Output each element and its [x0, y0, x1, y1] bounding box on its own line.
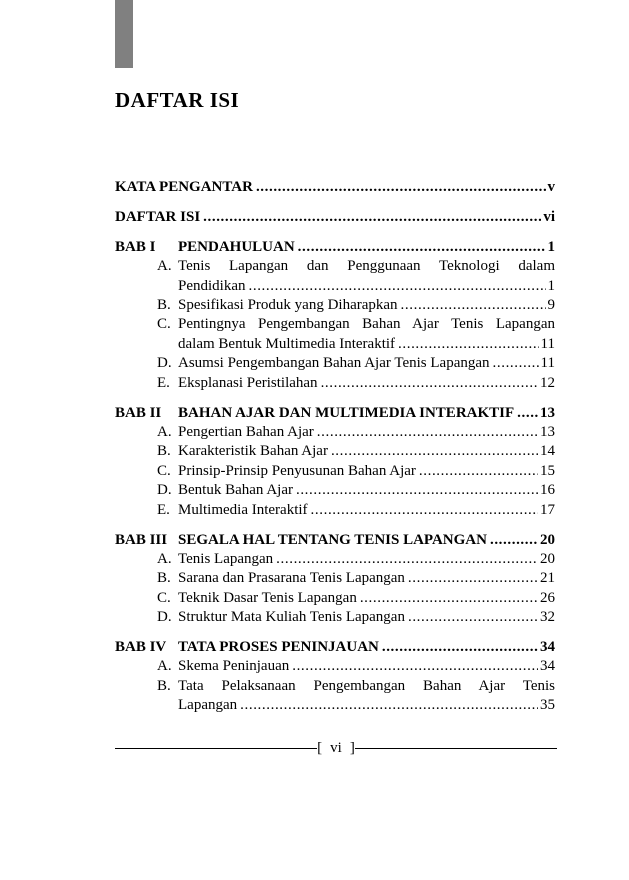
page-number: 26 — [540, 589, 555, 606]
footer-right-bracket: ] — [349, 740, 355, 756]
sub-entry-title: Lapangan — [178, 697, 238, 714]
page-number: 20 — [540, 531, 555, 548]
toc-front-entry — [115, 208, 555, 227]
dot-leader — [405, 608, 538, 627]
page-corner-bar — [115, 0, 133, 68]
sub-entry-letter: D. — [157, 482, 172, 499]
dot-leader — [398, 296, 546, 315]
sub-entry-body — [178, 374, 555, 393]
page-number: 13 — [540, 423, 555, 440]
toc-chapter-entry — [115, 531, 555, 550]
page-number: 34 — [540, 639, 555, 656]
page-number: vi — [543, 208, 555, 225]
footer-rule-left — [115, 748, 317, 749]
sub-entry-title: Bentuk Bahan Ajar — [178, 482, 293, 499]
page-number: 34 — [540, 658, 555, 675]
toc-sub-entry — [115, 442, 555, 461]
sub-entry-last-line — [178, 589, 555, 608]
sub-entry-wrapped-line: Tata Pelaksanaan Pengembangan Bahan Ajar Tenis — [178, 677, 555, 694]
sub-entry-letter: C. — [157, 589, 171, 606]
dot-leader — [314, 423, 538, 442]
sub-entry-letter: D. — [157, 355, 172, 372]
sub-entry-body — [178, 315, 555, 354]
dot-leader — [490, 354, 539, 373]
sub-entry-letter: C. — [157, 462, 171, 479]
sub-entry-title: Karakteristik Bahan Ajar — [178, 443, 328, 460]
page-number: 15 — [540, 462, 555, 479]
sub-entry-letter: A. — [157, 550, 172, 567]
chapter-number-label: BAB I — [115, 238, 156, 255]
sub-entry-body — [178, 462, 555, 481]
page-number: v — [547, 179, 555, 195]
dot-leader — [379, 638, 538, 657]
page-title: DAFTAR ISI — [115, 88, 240, 112]
sub-entry-letter: C. — [157, 316, 171, 333]
dot-leader — [357, 589, 538, 608]
page-footer — [115, 738, 557, 758]
sub-entry-last-line — [178, 335, 555, 354]
toc-sub-entry — [115, 550, 555, 569]
sub-entry-body — [178, 608, 555, 627]
toc-sub-entry — [115, 481, 555, 500]
sub-entry-body — [178, 550, 555, 569]
sub-entry-wrapped-line: Tenis Lapangan dan Penggunaan Teknologi dalam — [178, 258, 555, 275]
sub-entry-body — [178, 257, 555, 296]
page-number: 1 — [547, 238, 555, 255]
sub-entry-last-line — [178, 608, 555, 627]
page-number: 14 — [540, 443, 555, 460]
dot-leader — [289, 657, 538, 676]
sub-entry-body — [178, 569, 555, 588]
dot-leader — [273, 550, 538, 569]
sub-entry-body — [178, 677, 555, 716]
page-number: 1 — [547, 277, 555, 294]
chapter-number-label: BAB II — [115, 404, 162, 421]
toc-sub-entry — [115, 589, 555, 608]
page-number: 16 — [540, 482, 555, 499]
toc-sub-entry — [115, 608, 555, 627]
sub-entry-letter: A. — [157, 258, 172, 275]
dot-leader — [514, 404, 538, 423]
toc-sub-entry — [115, 423, 555, 442]
toc-sub-entry — [115, 315, 555, 354]
sub-entry-title: Struktur Mata Kuliah Tenis Lapangan — [178, 609, 405, 626]
page-number: 20 — [540, 550, 555, 567]
sub-entry-letter: B. — [157, 443, 171, 460]
dot-leader — [200, 208, 541, 227]
sub-entry-last-line — [178, 696, 555, 715]
page-number: 32 — [540, 609, 555, 626]
toc-sub-entry — [115, 657, 555, 676]
dot-leader — [237, 696, 538, 715]
sub-entry-last-line — [178, 481, 555, 500]
chapter-number-label: BAB III — [115, 531, 168, 548]
sub-entry-title: dalam Bentuk Multimedia Interaktif — [178, 335, 396, 352]
page-number: 13 — [540, 404, 555, 421]
sub-entry-title: Sarana dan Prasarana Tenis Lapangan — [178, 570, 405, 587]
sub-entry-wrapped-line: Pentingnya Pengembangan Bahan Ajar Tenis Lapangan — [178, 316, 555, 333]
dot-leader — [293, 481, 538, 500]
sub-entry-body — [178, 296, 555, 315]
sub-entry-last-line — [178, 657, 555, 676]
footer-rule-right — [355, 748, 557, 749]
dot-leader — [318, 374, 538, 393]
page-number: 17 — [540, 501, 555, 518]
sub-entry-last-line — [178, 374, 555, 393]
sub-entry-letter: B. — [157, 570, 171, 587]
toc-sub-entry — [115, 677, 555, 716]
sub-entry-letter: A. — [157, 658, 172, 675]
sub-entry-letter: B. — [157, 297, 171, 314]
dot-leader — [395, 335, 539, 354]
toc-chapter-entry — [115, 404, 555, 423]
chapter-title: PENDAHULUAN — [178, 238, 295, 255]
dot-leader — [295, 238, 546, 257]
sub-entry-letter: A. — [157, 423, 172, 440]
sub-entry-body — [178, 354, 555, 373]
sub-entry-title: Prinsip-Prinsip Penyusunan Bahan Ajar — [178, 462, 416, 479]
sub-entry-last-line — [178, 277, 555, 296]
sub-entry-title: Asumsi Pengembangan Bahan Ajar Tenis Lapangan — [178, 355, 490, 372]
sub-entry-title: Pendidikan — [178, 277, 246, 294]
sub-entry-body — [178, 442, 555, 461]
dot-leader — [487, 531, 538, 550]
toc-sub-entry — [115, 501, 555, 520]
sub-entry-title: Spesifikasi Produk yang Diharapkan — [178, 297, 398, 314]
sub-entry-last-line — [178, 550, 555, 569]
toc-chapter-entry — [115, 238, 555, 257]
sub-entry-body — [178, 481, 555, 500]
sub-entry-last-line — [178, 569, 555, 588]
sub-entry-title: Pengertian Bahan Ajar — [178, 423, 314, 440]
chapter-title: BAHAN AJAR DAN MULTIMEDIA INTERAKTIF — [178, 404, 515, 421]
toc-sub-entry — [115, 296, 555, 315]
sub-entry-title: Teknik Dasar Tenis Lapangan — [178, 589, 357, 606]
sub-entry-letter: E. — [157, 501, 170, 518]
sub-entry-last-line — [178, 423, 555, 442]
sub-entry-last-line — [178, 296, 555, 315]
footer-left-bracket: [ — [317, 740, 323, 756]
toc-front-entry — [115, 178, 555, 197]
sub-entry-last-line — [178, 354, 555, 373]
dot-leader — [253, 178, 546, 197]
sub-entry-title: Eksplanasi Peristilahan — [178, 374, 318, 391]
toc-sub-entry — [115, 257, 555, 296]
sub-entry-letter: D. — [157, 609, 172, 626]
toc-sub-entry — [115, 462, 555, 481]
front-entry-title: DAFTAR ISI — [115, 208, 201, 225]
chapter-number-label: BAB IV — [115, 639, 167, 656]
sub-entry-last-line — [178, 501, 555, 520]
sub-entry-title: Multimedia Interaktif — [178, 501, 308, 518]
dot-leader — [246, 277, 546, 296]
sub-entry-body — [178, 501, 555, 520]
toc-sub-entry — [115, 569, 555, 588]
toc-sub-entry — [115, 374, 555, 393]
sub-entry-last-line — [178, 442, 555, 461]
table-of-contents — [115, 178, 555, 716]
page-number: 12 — [540, 374, 555, 391]
dot-leader — [328, 442, 538, 461]
sub-entry-title: Tenis Lapangan — [178, 550, 274, 567]
dot-leader — [308, 501, 538, 520]
sub-entry-letter: B. — [157, 677, 171, 694]
front-entry-title: KATA PENGANTAR — [115, 179, 253, 195]
page-number: 9 — [547, 297, 555, 314]
page-number: 11 — [540, 355, 555, 372]
page-number: 21 — [540, 570, 555, 587]
page-number: 35 — [540, 697, 555, 714]
page-number: 11 — [540, 335, 555, 352]
sub-entry-last-line — [178, 462, 555, 481]
dot-leader — [416, 462, 538, 481]
dot-leader — [405, 569, 538, 588]
sub-entry-body — [178, 657, 555, 676]
footer-page-number: vi — [330, 740, 342, 756]
sub-entry-body — [178, 423, 555, 442]
toc-chapter-entry — [115, 638, 555, 657]
chapter-title: TATA PROSES PENINJAUAN — [178, 639, 379, 656]
sub-entry-body — [178, 589, 555, 608]
sub-entry-letter: E. — [157, 374, 170, 391]
sub-entry-title: Skema Peninjauan — [178, 658, 290, 675]
chapter-title: SEGALA HAL TENTANG TENIS LAPANGAN — [178, 531, 487, 548]
toc-sub-entry — [115, 354, 555, 373]
